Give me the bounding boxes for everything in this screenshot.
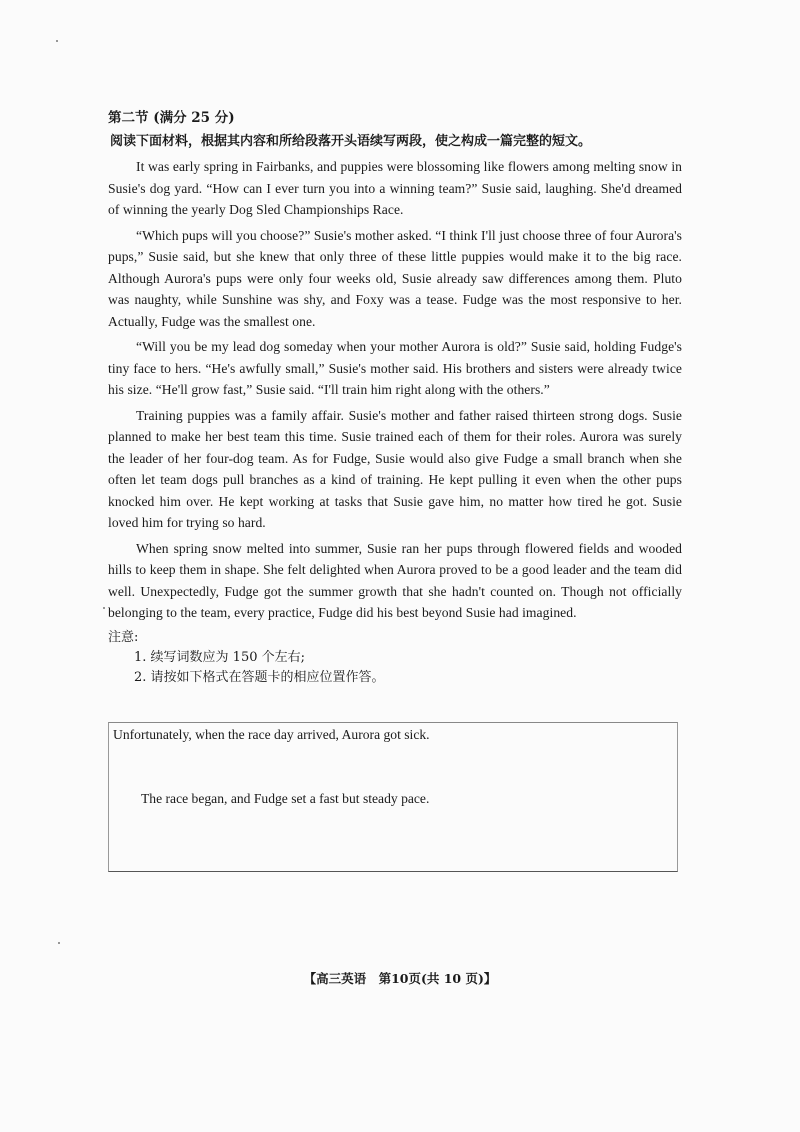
scan-speck	[56, 40, 58, 42]
scan-speck	[103, 607, 105, 609]
note-item-2: 2. 请按如下格式在答题卡的相应位置作答。	[134, 669, 385, 685]
passage-paragraph-5: When spring snow melted into summer, Susie ran her pups through flowered fields and wooded hills to keep them in shape. She felt delighted when Aurora proved to be a good leader and the team did well. Unexpectedly, Fudge got the summer growth that she hadn't counted on. Though not officially belonging to the team, every practice, Fudge did his best beyond Susie had imagined.	[108, 540, 682, 620]
scan-speck	[58, 942, 60, 944]
instruction-text: 阅读下面材料，根据其内容和所给段落开头语续写两段，使之构成一篇完整的短文。	[110, 134, 592, 149]
question-section	[108, 108, 682, 688]
note-item-1: 1. 续写词数应为 150 个左右;	[134, 649, 305, 665]
passage-paragraph-2: “Which pups will you choose?” Susie's mother asked. “I think I'll just choose three of four Aurora's pups,” Susie said, but she knew that only three of these little puppies would make it to the big race. Although Aurora's pups were only four weeks old, Susie already saw differences among them. Pluto was naughty, while Sunshine was shy, and Foxy was a tease. Fudge was the most responsive to her. Actually, Fudge was the smallest one.	[108, 227, 682, 329]
passage-paragraph-4: Training puppies was a family affair. Susie's mother and father raised thirteen strong dogs. Susie planned to make her best team this time. Susie trained each of them for their roles. Aurora was surely the leader of her four-dog team. As for Fudge, Susie would also give Fudge a small branch when she often let team dogs pull branches as a kind of training. He kept pulling it even when the other pups knocked him over. He kept working at tasks that Susie gave him, no matter how tired he got. Susie loved him for trying so hard.	[108, 407, 682, 530]
answer-prompt-2: The race began, and Fudge set a fast but steady pace.	[141, 791, 430, 806]
passage-paragraph-3: “Will you be my lead dog someday when your mother Aurora is old?” Susie said, holding Fudge's tiny face to hers. “He's awfully small,” Susie's mother said. His brothers and sisters were already twice his size. “He'll grow fast,” Susie said. “I'll train him right along with the others.”	[108, 339, 682, 397]
answer-prompt-1: Unfortunately, when the race day arrived, Aurora got sick.	[113, 727, 430, 742]
page-footer: 【高三英语 第10页(共 10 页)】	[303, 971, 497, 986]
section-title: 第二节 (满分 25 分)	[108, 110, 235, 126]
notes-heading: 注意:	[108, 629, 139, 645]
answer-box[interactable]	[108, 722, 678, 872]
passage-paragraph-1: It was early spring in Fairbanks, and puppies were blossoming like flowers among melting snow in Susie's dog yard. “How can I ever turn you into a winning team?” Susie said, laughing. She'd dreamed of winning the yearly Dog Sled Championships Race.	[108, 159, 682, 217]
